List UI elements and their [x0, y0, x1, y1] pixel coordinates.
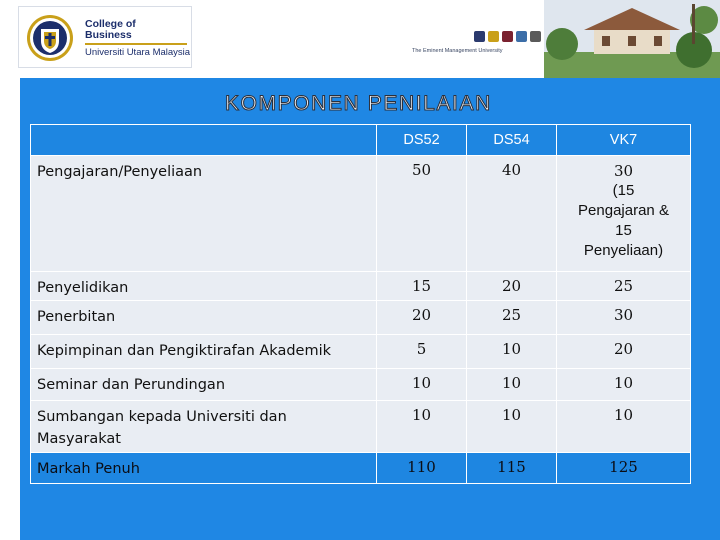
cell-ds54: 10	[467, 335, 557, 369]
header-cell-ds54: DS54	[467, 125, 557, 156]
college-logo	[18, 6, 192, 68]
header-cell-ds52: DS52	[377, 125, 467, 156]
header-cell-empty	[31, 125, 377, 156]
cell-ds54: 20	[467, 272, 557, 301]
logo-text-line-3: Universiti Utara Malaysia	[85, 47, 191, 58]
cell-vk7-line: 15	[615, 222, 632, 239]
partner-logo-2-icon	[488, 31, 499, 42]
row-label: Sumbangan kepada Universiti dan Masyarakat	[31, 401, 377, 453]
partner-logo-4-icon	[516, 31, 527, 42]
cell-ds52: 20	[377, 301, 467, 335]
logo-text-line-2: Business	[85, 29, 132, 41]
footer-ds54: 115	[467, 453, 557, 484]
cell-vk7: 10	[557, 369, 691, 401]
uum-crest-icon	[25, 13, 75, 63]
logo-divider	[85, 43, 187, 45]
row-label: Penerbitan	[31, 301, 377, 335]
cell-ds52: 10	[377, 401, 467, 453]
row-label: Seminar dan Perundingan	[31, 369, 377, 401]
partner-logo-1-icon	[474, 31, 485, 42]
tagline: The Eminent Management University	[412, 48, 503, 54]
table-row	[31, 369, 691, 401]
table-header-row	[31, 125, 691, 156]
cell-vk7-line: (15	[612, 182, 635, 199]
cell-vk7	[557, 156, 691, 272]
cell-ds52: 50	[377, 156, 467, 272]
header-cell-vk7: VK7	[557, 125, 691, 156]
table-footer-row	[31, 453, 691, 484]
table-row	[31, 401, 691, 453]
cell-vk7: 10	[557, 401, 691, 453]
partner-logo-5-icon	[530, 31, 541, 42]
partner-logos	[474, 31, 541, 42]
cell-ds52: 5	[377, 335, 467, 369]
cell-ds54: 10	[467, 369, 557, 401]
cell-vk7-line: 30	[613, 162, 634, 180]
table-row	[31, 156, 691, 272]
assessment-table	[30, 124, 691, 484]
cell-vk7: 25	[557, 272, 691, 301]
cell-vk7-line: Penyeliaan)	[583, 242, 664, 259]
footer-vk7: 125	[557, 453, 691, 484]
row-label: Penyelidikan	[31, 272, 377, 301]
cell-vk7: 20	[557, 335, 691, 369]
table-row	[31, 335, 691, 369]
cell-ds54: 25	[467, 301, 557, 335]
footer-ds52: 110	[377, 453, 467, 484]
cell-ds54: 10	[467, 401, 557, 453]
slide-title: KOMPONEN PENILAIAN	[225, 92, 492, 115]
header-banner	[0, 0, 720, 78]
cell-ds52: 10	[377, 369, 467, 401]
table-row	[31, 272, 691, 301]
row-label: Pengajaran/Penyeliaan	[31, 156, 377, 272]
table-row	[31, 301, 691, 335]
row-label: Kepimpinan dan Pengiktirafan Akademik	[31, 335, 377, 369]
cell-vk7: 30	[557, 301, 691, 335]
cell-vk7-line: Pengajaran &	[578, 202, 669, 219]
partner-logo-3-icon	[502, 31, 513, 42]
cell-ds54: 40	[467, 156, 557, 272]
footer-label: Markah Penuh	[31, 453, 377, 484]
logo-text-line-1: College of	[85, 18, 136, 30]
campus-photo	[544, 0, 720, 78]
cell-ds52: 15	[377, 272, 467, 301]
